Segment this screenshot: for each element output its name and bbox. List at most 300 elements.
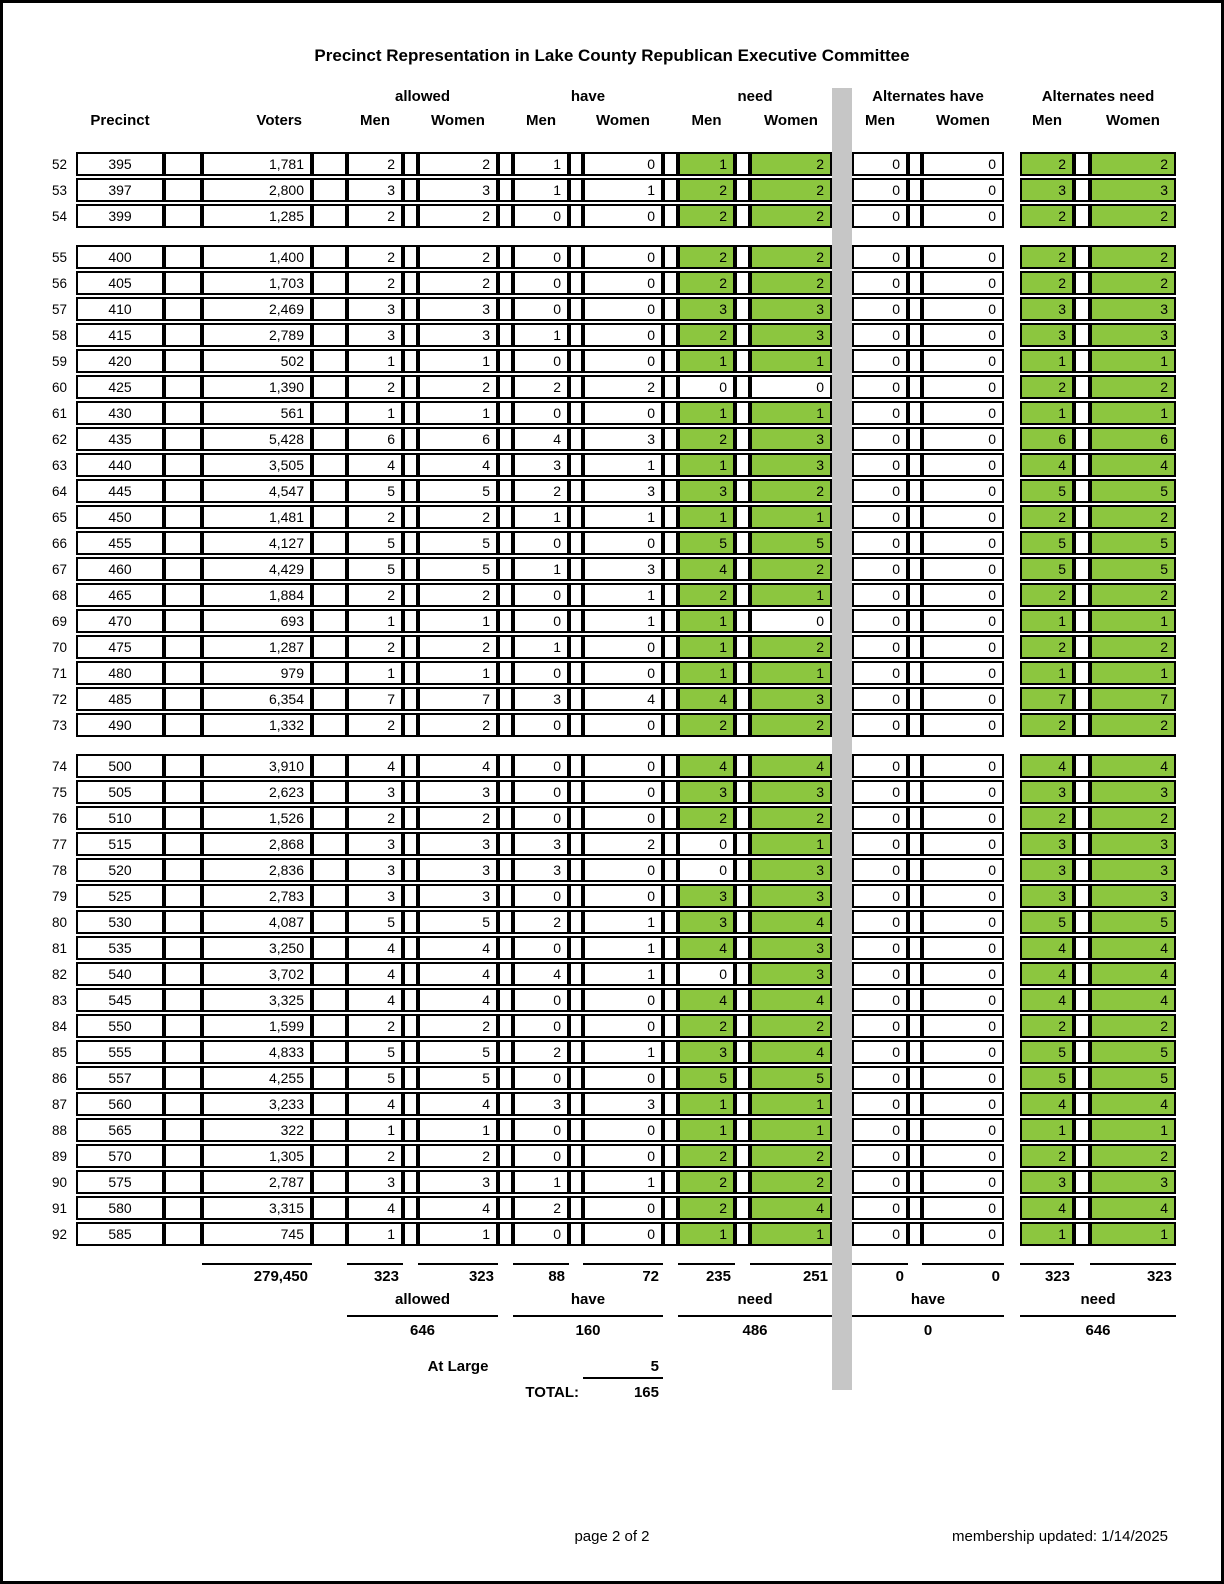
spacer-cell [164, 583, 202, 607]
allowed-men-cell: 2 [347, 1144, 403, 1168]
table-row [46, 609, 1176, 633]
alt-need-women-cell: 2 [1090, 583, 1176, 607]
spacer-cell [663, 858, 678, 882]
alt-have-women-cell: 0 [922, 557, 1004, 581]
gray-bar-gap [832, 635, 852, 659]
gray-bar-gap [832, 349, 852, 373]
spacer-cell [164, 531, 202, 555]
spacer-cell [498, 505, 513, 529]
spacer-cell [1074, 661, 1090, 685]
allowed-women-cell: 3 [418, 832, 498, 856]
spacer-cell [908, 204, 922, 228]
alt-need-women-cell: 3 [1090, 832, 1176, 856]
spacer-cell [164, 635, 202, 659]
need-women-cell: 3 [750, 858, 832, 882]
precinct-cell: 535 [76, 936, 164, 960]
have-women-cell: 0 [583, 152, 663, 176]
voters-cell: 4,429 [202, 557, 312, 581]
spacer-cell [1074, 635, 1090, 659]
gray-bar-gap [832, 453, 852, 477]
total-allowed-men: 323 [347, 1263, 403, 1287]
voters-cell: 2,469 [202, 297, 312, 321]
voters-cell: 2,868 [202, 832, 312, 856]
spacer-cell [735, 635, 750, 659]
spacer-cell [1074, 531, 1090, 555]
gray-bar-gap [832, 1040, 852, 1064]
spacer-cell [403, 635, 418, 659]
row-number: 57 [51, 301, 67, 317]
table-row [46, 832, 1176, 856]
alt-need-women-cell: 1 [1090, 1222, 1176, 1246]
spacer-cell [1074, 427, 1090, 451]
gap [1004, 713, 1020, 737]
spacer-cell [312, 1118, 347, 1142]
precinct-cell: 410 [76, 297, 164, 321]
total-have-men: 88 [513, 1263, 569, 1287]
gap [1004, 557, 1020, 581]
need-men-cell: 2 [678, 323, 735, 347]
precinct-cell: 460 [76, 557, 164, 581]
gap [1004, 1144, 1020, 1168]
total-alt-need-men: 323 [1020, 1263, 1074, 1287]
spacer-cell [164, 349, 202, 373]
table-row [46, 1222, 1176, 1246]
need-men-cell: 1 [678, 349, 735, 373]
alt-need-men-cell: 2 [1020, 713, 1074, 737]
allowed-women-cell: 3 [418, 178, 498, 202]
total-have-women: 72 [583, 1263, 663, 1287]
need-women-cell: 1 [750, 505, 832, 529]
need-women-cell: 1 [750, 401, 832, 425]
alt-have-women-cell: 0 [922, 1196, 1004, 1220]
row-number: 69 [51, 613, 67, 629]
spacer-cell [1074, 832, 1090, 856]
gap [1004, 910, 1020, 934]
have-women-cell: 0 [583, 323, 663, 347]
total-need-women: 251 [750, 1263, 832, 1287]
spacer-cell [312, 1040, 347, 1064]
spacer-cell [735, 271, 750, 295]
spacer-cell [312, 609, 347, 633]
alt-have-men-cell: 0 [852, 375, 908, 399]
alt-need-women-cell: 1 [1090, 609, 1176, 633]
spacer-cell [735, 583, 750, 607]
spacer-cell [735, 427, 750, 451]
need-women-cell: 1 [750, 349, 832, 373]
spacer-cell [312, 1170, 347, 1194]
have-women-cell: 0 [583, 1196, 663, 1220]
spacer-cell [498, 531, 513, 555]
allowed-women-cell: 4 [418, 1196, 498, 1220]
table-row [46, 1066, 1176, 1090]
voters-cell: 322 [202, 1118, 312, 1142]
spacer-cell [735, 479, 750, 503]
spacer-cell [569, 1144, 583, 1168]
need-men-cell: 1 [678, 1222, 735, 1246]
membership-updated: membership updated: 1/14/2025 [952, 1528, 1168, 1545]
allowed-women-cell: 2 [418, 1144, 498, 1168]
spacer-cell [663, 1222, 678, 1246]
have-men-cell: 0 [513, 245, 569, 269]
spacer-cell [1074, 271, 1090, 295]
col-header-women: Women [431, 112, 485, 129]
have-women-cell: 1 [583, 453, 663, 477]
need-women-cell: 2 [750, 1170, 832, 1194]
voters-cell: 1,287 [202, 635, 312, 659]
have-women-cell: 1 [583, 936, 663, 960]
allowed-women-cell: 1 [418, 609, 498, 633]
row-number: 56 [51, 275, 67, 291]
allowed-women-cell: 1 [418, 401, 498, 425]
allowed-women-cell: 3 [418, 858, 498, 882]
have-women-cell: 2 [583, 375, 663, 399]
gray-bar-gap [832, 1014, 852, 1038]
need-women-cell: 4 [750, 988, 832, 1012]
gap [1004, 832, 1020, 856]
alt-need-women-cell: 3 [1090, 297, 1176, 321]
row-number: 74 [51, 758, 67, 774]
allowed-men-cell: 4 [347, 453, 403, 477]
alt-need-men-cell: 6 [1020, 427, 1074, 451]
spacer-cell [663, 910, 678, 934]
table-row [46, 962, 1176, 986]
spacer-cell [663, 323, 678, 347]
spacer-cell [663, 661, 678, 685]
alt-have-women-cell: 0 [922, 754, 1004, 778]
allowed-men-cell: 5 [347, 531, 403, 555]
spacer-cell [498, 1118, 513, 1142]
gap [1004, 1040, 1020, 1064]
alt-need-men-cell: 4 [1020, 754, 1074, 778]
spacer-cell [569, 806, 583, 830]
spacer-cell [908, 1040, 922, 1064]
precinct-cell: 575 [76, 1170, 164, 1194]
need-women-cell: 4 [750, 910, 832, 934]
spacer-cell [735, 1118, 750, 1142]
alt-need-men-cell: 4 [1020, 988, 1074, 1012]
have-women-cell: 3 [583, 479, 663, 503]
spacer-cell [403, 401, 418, 425]
alt-need-men-cell: 3 [1020, 297, 1074, 321]
need-men-cell: 1 [678, 1092, 735, 1116]
spacer-cell [908, 453, 922, 477]
alt-need-women-cell: 2 [1090, 245, 1176, 269]
gray-bar-gap [832, 687, 852, 711]
gap [1004, 687, 1020, 711]
alt-need-men-cell: 2 [1020, 635, 1074, 659]
spacer-cell [663, 204, 678, 228]
spacer-cell [663, 178, 678, 202]
allowed-men-cell: 3 [347, 858, 403, 882]
spacer-cell [403, 453, 418, 477]
precinct-cell: 500 [76, 754, 164, 778]
spacer-cell [403, 754, 418, 778]
gray-bar-gap [832, 988, 852, 1012]
alt-have-men-cell: 0 [852, 635, 908, 659]
need-women-cell: 3 [750, 323, 832, 347]
spacer-cell [312, 375, 347, 399]
alt-have-women-cell: 0 [922, 401, 1004, 425]
spacer-cell [735, 962, 750, 986]
alt-have-men-cell: 0 [852, 204, 908, 228]
voters-cell: 502 [202, 349, 312, 373]
have-men-cell: 3 [513, 858, 569, 882]
spacer-cell [164, 609, 202, 633]
spacer-cell [312, 178, 347, 202]
spacer-cell [569, 1092, 583, 1116]
row-number: 71 [51, 665, 67, 681]
alt-need-women-cell: 2 [1090, 505, 1176, 529]
col-header-women: Women [936, 112, 990, 129]
row-number: 86 [51, 1070, 67, 1086]
spacer-cell [1074, 583, 1090, 607]
row-number: 89 [51, 1148, 67, 1164]
spacer-cell [498, 271, 513, 295]
need-women-cell: 3 [750, 962, 832, 986]
column-header-row [46, 112, 1176, 140]
table-row [46, 479, 1176, 503]
alt-need-men-cell: 3 [1020, 832, 1074, 856]
need-men-cell: 0 [678, 832, 735, 856]
spacer-cell [164, 754, 202, 778]
voters-cell: 4,087 [202, 910, 312, 934]
table-row [46, 1170, 1176, 1194]
need-men-cell: 2 [678, 1196, 735, 1220]
alt-need-men-cell: 2 [1020, 271, 1074, 295]
alt-have-women-cell: 0 [922, 832, 1004, 856]
have-men-cell: 2 [513, 910, 569, 934]
spacer-cell [498, 479, 513, 503]
alt-have-men-cell: 0 [852, 713, 908, 737]
spacer-cell [735, 557, 750, 581]
spacer-cell [663, 687, 678, 711]
spacer-cell [663, 245, 678, 269]
spacer-cell [569, 988, 583, 1012]
row-number: 85 [51, 1044, 67, 1060]
spacer-cell [498, 635, 513, 659]
alt-need-men-cell: 3 [1020, 780, 1074, 804]
alt-have-women-cell: 0 [922, 453, 1004, 477]
voters-cell: 1,305 [202, 1144, 312, 1168]
spacer-cell [403, 962, 418, 986]
spacer-cell [498, 245, 513, 269]
spacer-cell [1074, 323, 1090, 347]
spacer-cell [403, 910, 418, 934]
alt-need-women-cell: 5 [1090, 531, 1176, 555]
voters-cell: 1,285 [202, 204, 312, 228]
have-women-cell: 1 [583, 1040, 663, 1064]
spacer-cell [498, 661, 513, 685]
precinct-cell: 510 [76, 806, 164, 830]
col-header-men: Men [526, 112, 556, 129]
spacer-cell [663, 531, 678, 555]
need-women-cell: 2 [750, 557, 832, 581]
allowed-women-cell: 6 [418, 427, 498, 451]
spacer-cell [663, 806, 678, 830]
alt-have-women-cell: 0 [922, 858, 1004, 882]
gray-bar-gap [832, 583, 852, 607]
alt-have-men-cell: 0 [852, 1066, 908, 1090]
alt-need-women-cell: 3 [1090, 1170, 1176, 1194]
spacer-cell [569, 505, 583, 529]
spacer-cell [908, 375, 922, 399]
at-large-row [46, 1355, 1176, 1379]
table-row [46, 780, 1176, 804]
spacer-cell [164, 375, 202, 399]
need-women-cell: 3 [750, 453, 832, 477]
have-men-cell: 0 [513, 806, 569, 830]
gap [1004, 661, 1020, 685]
need-men-cell: 3 [678, 884, 735, 908]
have-men-cell: 1 [513, 557, 569, 581]
have-men-cell: 0 [513, 1014, 569, 1038]
alt-have-women-cell: 0 [922, 806, 1004, 830]
alt-need-men-cell: 5 [1020, 557, 1074, 581]
allowed-women-cell: 2 [418, 713, 498, 737]
spacer-cell [164, 988, 202, 1012]
spacer-cell [403, 375, 418, 399]
spacer-cell [498, 1040, 513, 1064]
table-row [46, 349, 1176, 373]
alt-have-women-cell: 0 [922, 178, 1004, 202]
need-women-cell: 1 [750, 1118, 832, 1142]
spacer-cell [569, 962, 583, 986]
gray-bar-gap [832, 479, 852, 503]
alt-need-men-cell: 4 [1020, 453, 1074, 477]
precinct-cell: 455 [76, 531, 164, 555]
spacer-cell [908, 271, 922, 295]
row-number: 58 [51, 327, 67, 343]
row-number: 81 [51, 940, 67, 956]
spacer-cell [312, 884, 347, 908]
spacer-cell [569, 427, 583, 451]
gap [1004, 204, 1020, 228]
alt-have-men-cell: 0 [852, 531, 908, 555]
alt-need-women-cell: 5 [1090, 479, 1176, 503]
spacer-cell [164, 858, 202, 882]
need-women-cell: 1 [750, 661, 832, 685]
spacer-cell [569, 245, 583, 269]
table-row [46, 1040, 1176, 1064]
alt-have-women-cell: 0 [922, 1092, 1004, 1116]
spacer-cell [498, 687, 513, 711]
spacer-cell [312, 1222, 347, 1246]
spacer-cell [498, 1222, 513, 1246]
alt-have-men-cell: 0 [852, 936, 908, 960]
spacer-cell [1074, 1066, 1090, 1090]
alt-have-men-cell: 0 [852, 1144, 908, 1168]
alt-need-women-cell: 5 [1090, 910, 1176, 934]
gap [1004, 152, 1020, 176]
precinct-cell: 550 [76, 1014, 164, 1038]
grand-total-label: TOTAL: [525, 1384, 579, 1401]
spacer-cell [403, 271, 418, 295]
total-alt-need-women: 323 [1090, 1263, 1176, 1287]
spacer-cell [908, 635, 922, 659]
spacer-cell [908, 832, 922, 856]
need-men-cell: 1 [678, 1118, 735, 1142]
need-men-cell: 2 [678, 1014, 735, 1038]
need-men-cell: 4 [678, 557, 735, 581]
table-row [46, 245, 1176, 269]
precinct-cell: 435 [76, 427, 164, 451]
voters-cell: 1,781 [202, 152, 312, 176]
spacer-cell [1074, 609, 1090, 633]
table-row [46, 910, 1176, 934]
voters-cell: 3,325 [202, 988, 312, 1012]
spacer-cell [498, 962, 513, 986]
allowed-women-cell: 3 [418, 884, 498, 908]
table-row [46, 427, 1176, 451]
spacer-cell [735, 687, 750, 711]
row-number: 88 [51, 1122, 67, 1138]
alt-need-men-cell: 1 [1020, 609, 1074, 633]
gap [1004, 505, 1020, 529]
allowed-men-cell: 2 [347, 271, 403, 295]
alt-have-men-cell: 0 [852, 858, 908, 882]
allowed-men-cell: 4 [347, 936, 403, 960]
have-women-cell: 3 [583, 557, 663, 581]
spacer-cell [498, 858, 513, 882]
have-women-cell: 0 [583, 401, 663, 425]
alt-have-women-cell: 0 [922, 936, 1004, 960]
spacer-cell [498, 609, 513, 633]
spacer-cell [735, 531, 750, 555]
voters-cell: 4,255 [202, 1066, 312, 1090]
spacer-cell [164, 152, 202, 176]
spacer-cell [663, 1040, 678, 1064]
need-women-cell: 5 [750, 1066, 832, 1090]
spacer-cell [1074, 1144, 1090, 1168]
spacer-cell [498, 806, 513, 830]
alt-have-women-cell: 0 [922, 427, 1004, 451]
spacer-cell [164, 1118, 202, 1142]
allowed-women-cell: 5 [418, 1040, 498, 1064]
spacer-cell [498, 988, 513, 1012]
spacer-cell [164, 1014, 202, 1038]
spacer-cell [569, 609, 583, 633]
alt-have-women-cell: 0 [922, 204, 1004, 228]
precinct-cell: 480 [76, 661, 164, 685]
gray-bar-gap [832, 323, 852, 347]
spacer-cell [663, 1092, 678, 1116]
need-men-cell: 5 [678, 1066, 735, 1090]
group-header-alternates-need: Alternates need [1041, 88, 1155, 105]
row-number: 82 [51, 966, 67, 982]
allowed-women-cell: 1 [418, 1118, 498, 1142]
spacer-cell [164, 884, 202, 908]
spacer-cell [312, 780, 347, 804]
allowed-women-cell: 4 [418, 936, 498, 960]
voters-cell: 693 [202, 609, 312, 633]
alt-need-women-cell: 2 [1090, 713, 1176, 737]
gap [1004, 806, 1020, 830]
have-women-cell: 4 [583, 687, 663, 711]
allowed-men-cell: 4 [347, 1092, 403, 1116]
have-women-cell: 1 [583, 178, 663, 202]
column-totals-row [46, 1263, 1176, 1287]
allowed-men-cell: 3 [347, 884, 403, 908]
spacer-cell [1074, 713, 1090, 737]
spacer-cell [735, 401, 750, 425]
have-women-cell: 0 [583, 635, 663, 659]
spacer-cell [312, 152, 347, 176]
precinct-cell: 445 [76, 479, 164, 503]
col-header-voters: Voters [256, 112, 302, 129]
spacer-cell [663, 583, 678, 607]
spacer-cell [908, 1144, 922, 1168]
allowed-women-cell: 2 [418, 505, 498, 529]
